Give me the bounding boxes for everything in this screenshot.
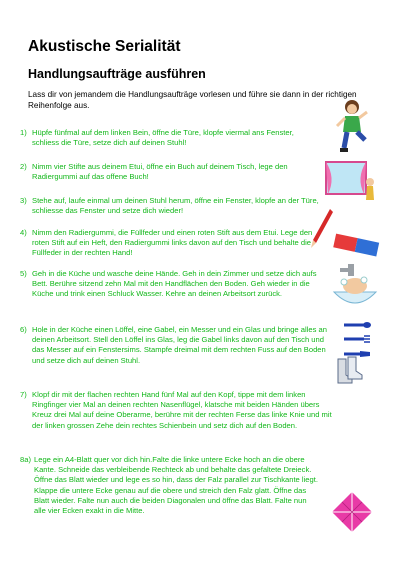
task-text: Stehe auf, laufe einmal um deinen Stuhl herum, öffne ein Fenster, klopfe an der Türe, schliesse das Fenster und setze dich wieder!: [32, 196, 319, 216]
task-number: 4): [20, 228, 27, 237]
task-text: Nimm vier Stifte aus deinem Etui, öffne ein Buch auf deinem Tisch, lege den Radiergummi auf das offene Buch!: [32, 162, 288, 182]
task-number: 5): [20, 269, 27, 278]
task-1: [20, 128, 320, 148]
task-text: Hole in der Küche einen Löffel, eine Gabel, ein Messer und ein Glas und bringe alles an deinen Arbeitsort. Stell den Löffel ins Glas, leg die Gabel links davon auf den Tisch und das Messer auf ein Fenstersims. Stampfe dreimal mit dem rechten Fuss auf den Boden und setze dich auf deinen Stuhl.: [32, 325, 327, 365]
task-7: [20, 390, 335, 431]
task-5: [20, 269, 330, 300]
handwashing-illustration: [330, 262, 380, 314]
task-number: 2): [20, 162, 27, 171]
task-text: Hüpfe fünfmal auf dem linken Bein, öffne die Türe, klopfe viermal ans Fenster, schliess die Türe, setze dich auf deinen Stuhl!: [32, 128, 294, 148]
shoes-illustration: [334, 355, 364, 387]
task-number: 6): [20, 325, 27, 334]
task-number: 8a): [20, 455, 31, 464]
task-4: [20, 228, 322, 259]
task-text: Klopf dir mit der flachen rechten Hand fünf Mal auf den Kopf, tippe mit dem linken Ringfinger vier Mal an deinen rechten Nasenflügel, klatsche mit beiden Händen übers Kreuz drei Mal auf deine Oberarme, berühre mit der rechten Ferse das linke Knie und mit der linken grossen Zehe dein rechtes Schienbein und setz dich auf den Boden.: [32, 390, 332, 430]
hopping-boy-illustration: [332, 98, 372, 158]
intro-text: Lass dir von jemandem die Handlungsaufträge vorlesen und führe sie dann in der richtigen Reihenfolge aus.: [28, 90, 357, 110]
task-8a: [20, 455, 320, 516]
task-number: 3): [20, 196, 27, 205]
task-text: Geh in die Küche und wasche deine Hände. Geh in dein Zimmer und setze dich aufs Bett. Berühre sitzend zehn Mal mit den Handflächen den Boden. Geh wieder in die Küche und trink einen Schluck Wasser. Kehre an deinen Arbeitsort zurück.: [32, 269, 317, 299]
task-number: 7): [20, 390, 27, 399]
task-text: Lege ein A4-Blatt quer vor dich hin.Falte die linke untere Ecke hoch an die obere Kante. Schneide das verbleibende Rechteck ab und behalte das gefaltete Dreieck. Öffne das Blatt wieder und lege es so hin, dass der Falz parallel zur Tischkante liegt. Klappe die untere Ecke genau auf die obere und streich den Falz glatt. Öffne das Blatt wieder. Falte nun auch die beiden Diagonalen und öffne das Blatt. Falte nun alle vier Ecken exakt in die Mitte.: [34, 455, 318, 516]
eraser-illustration: [330, 232, 382, 260]
task-3: [20, 196, 320, 216]
page-subtitle: Handlungsaufträge ausführen: [28, 67, 206, 81]
origami-illustration: [330, 490, 374, 534]
task-text: Nimm den Radiergummi, die Füllfeder und einen roten Stift aus dem Etui. Lege den roten Stift auf ein Heft, den Radiergummi links davon auf den Tisch und behalte die Füllfeder in der rechten Hand!: [32, 228, 313, 258]
window-illustration: [322, 158, 377, 203]
task-6: [20, 325, 335, 366]
task-number: 1): [20, 128, 27, 137]
task-2: [20, 162, 320, 182]
page-title: Akustische Serialität: [28, 38, 181, 55]
